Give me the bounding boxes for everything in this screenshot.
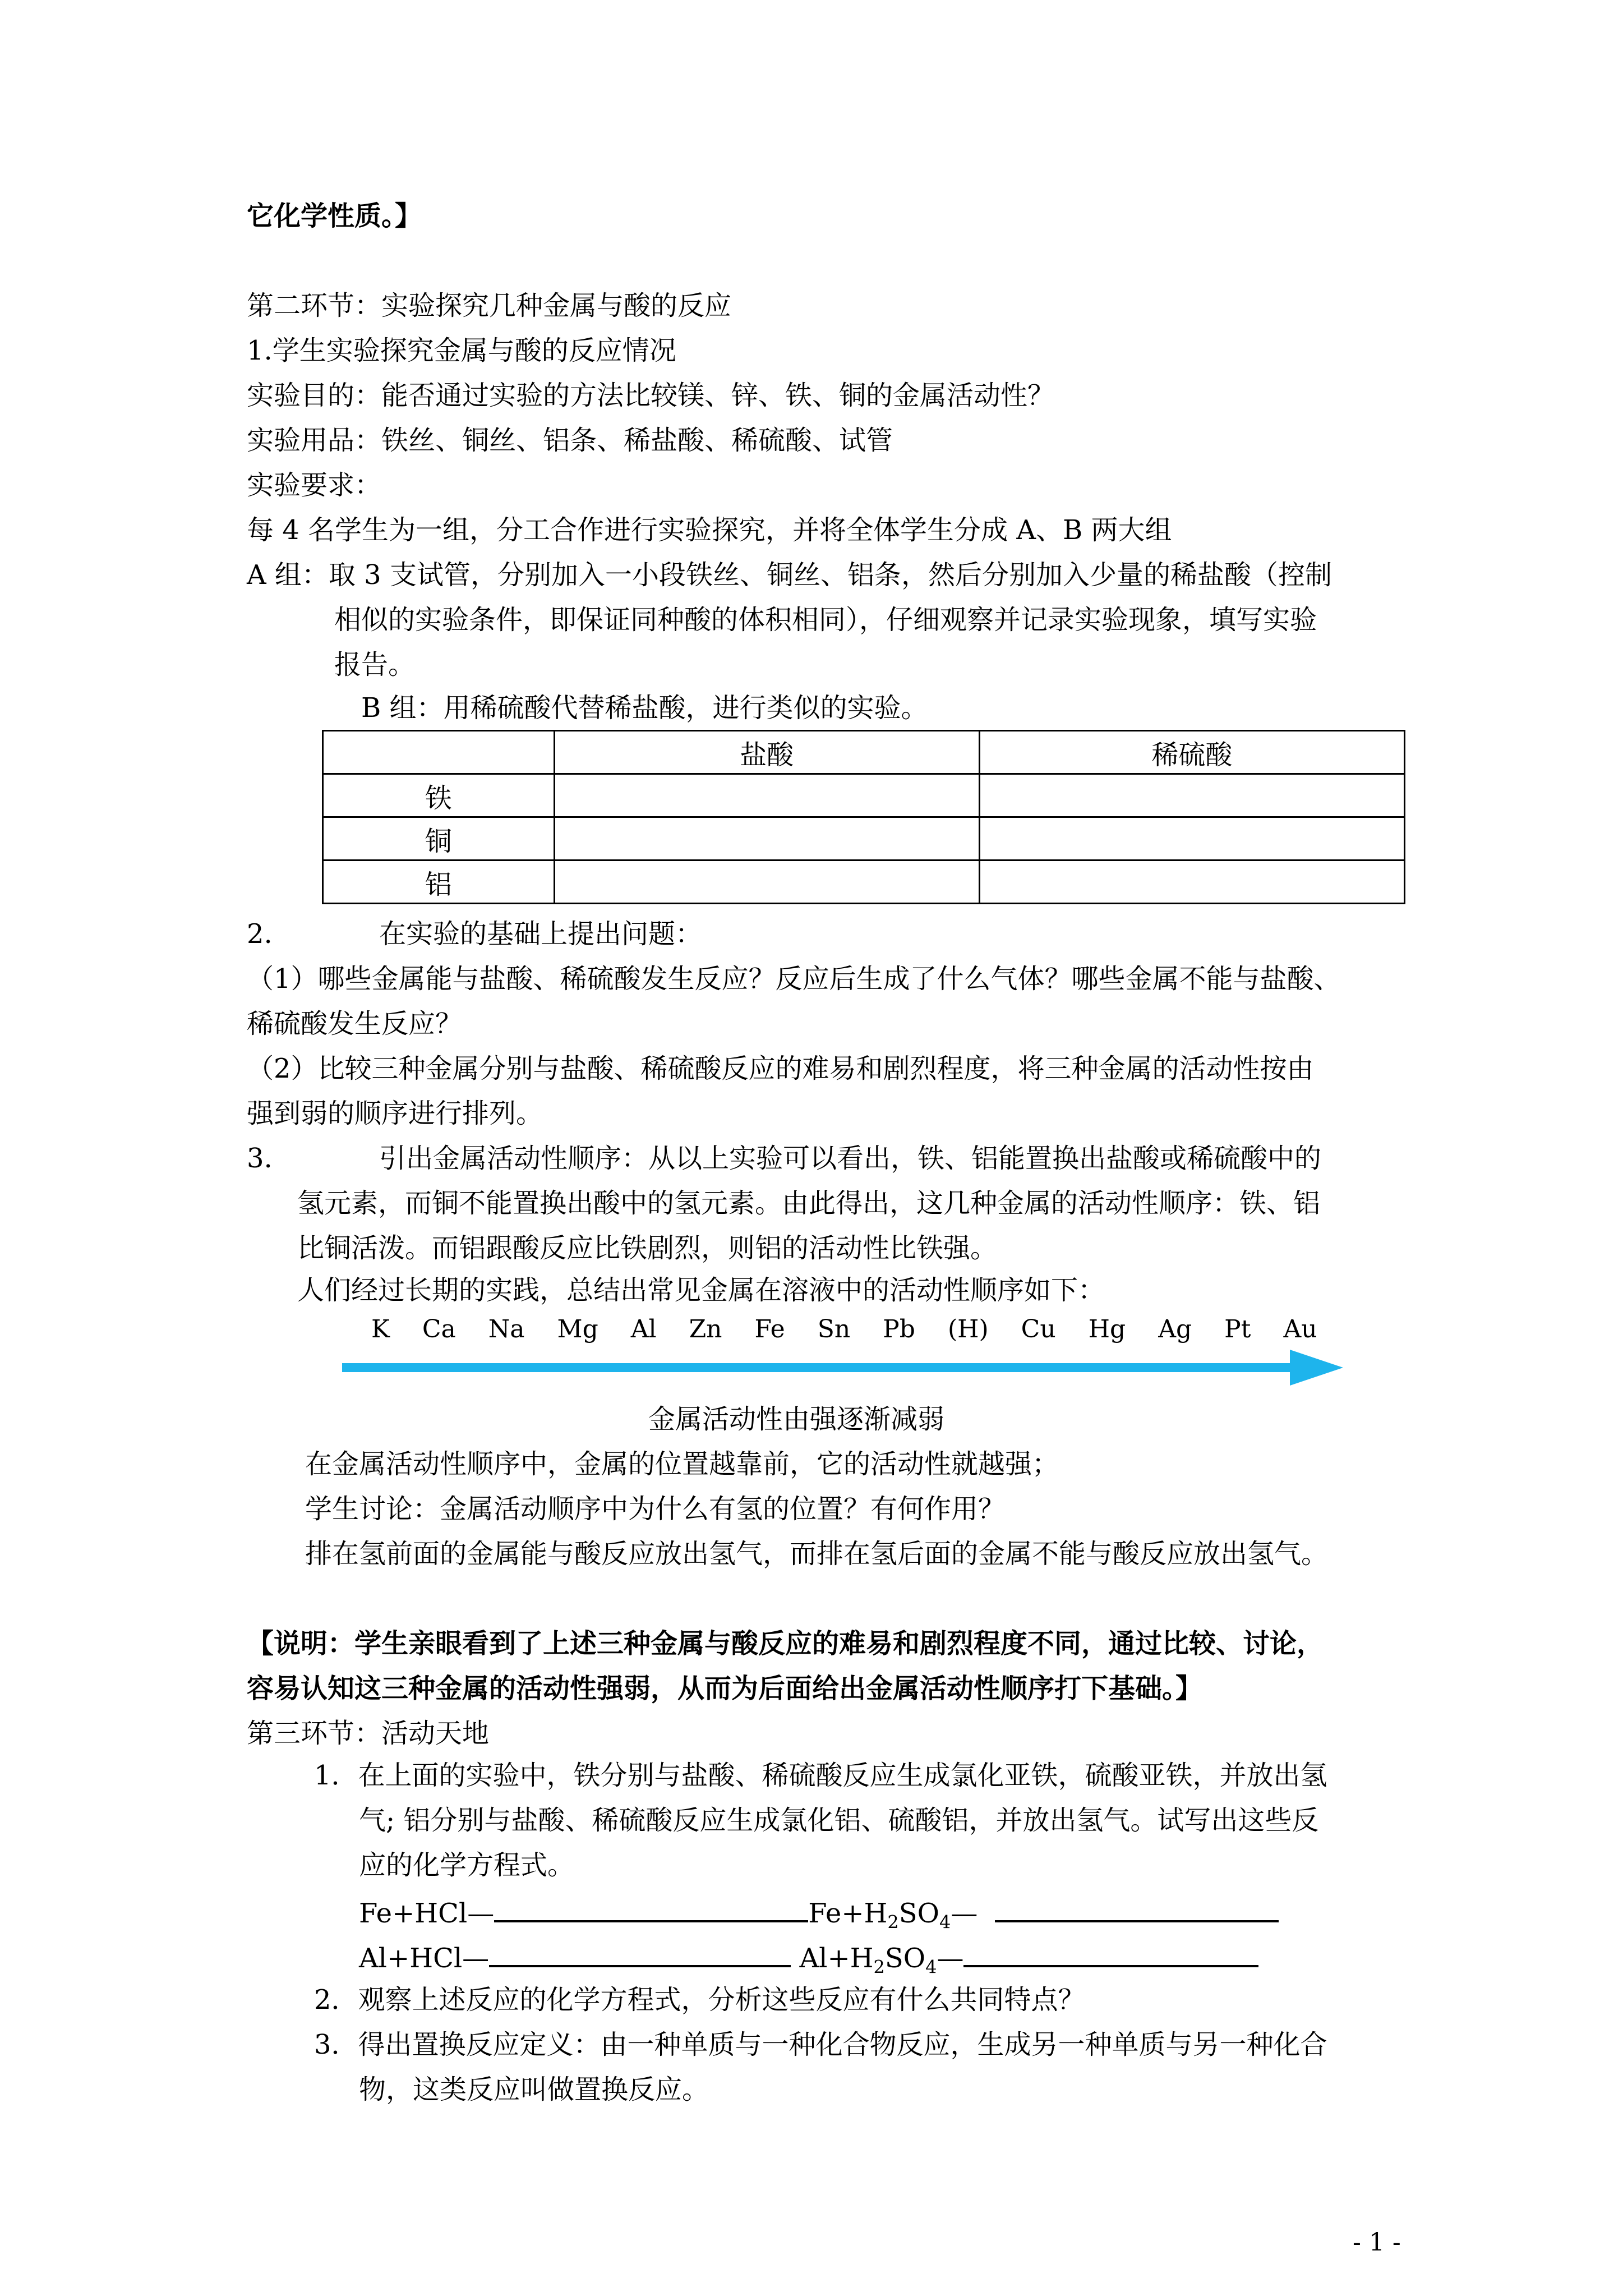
question-1-line1: （1）哪些金属能与盐酸、稀硫酸发生反应？反应后生成了什么气体？哪些金属不能与盐酸、 bbox=[247, 963, 1341, 995]
metal-symbol: Ag bbox=[1158, 1315, 1192, 1343]
equation-al-hcl: Al+HCl— bbox=[359, 1943, 490, 1974]
step-2-number: 2. bbox=[247, 918, 273, 950]
step-3-number: 3. bbox=[247, 1143, 273, 1174]
group-a-line3: 报告。 bbox=[334, 649, 416, 680]
answer-blank-fe-h2so4[interactable] bbox=[995, 1893, 1279, 1922]
activity-1-line2: 气; 铝分别与盐酸、稀硫酸反应生成氯化铝、硫酸铝，并放出氢气。试写出这些反 bbox=[359, 1805, 1319, 1836]
equation-row-1 bbox=[359, 1893, 1279, 1939]
table-cell bbox=[554, 774, 979, 817]
metal-symbol: Na bbox=[488, 1315, 525, 1343]
group-a-line2: 相似的实验条件，即保证同种酸的体积相同），仔细观察并记录实验现象，填写实验 bbox=[334, 604, 1317, 636]
metal-symbol: Zn bbox=[689, 1315, 722, 1343]
metal-symbol: Al bbox=[630, 1315, 657, 1343]
table-cell bbox=[554, 817, 979, 861]
experiment-report-table bbox=[322, 730, 1405, 904]
intro-tail: 它化学性质。】 bbox=[247, 200, 422, 232]
discussion-answer: 排在氢前面的金属能与酸反应放出氢气，而排在氢后面的金属不能与酸反应放出氢气。 bbox=[305, 1538, 1329, 1570]
metal-symbol: Fe bbox=[754, 1315, 785, 1343]
step-3-line3: 比铜活泼。而铝跟酸反应比铁剧烈，则铝的活动性比铁强。 bbox=[297, 1232, 998, 1264]
metal-symbol: Hg bbox=[1088, 1315, 1126, 1343]
table-cell bbox=[554, 861, 979, 904]
question-1-line2: 稀硫酸发生反应？ bbox=[247, 1008, 463, 1039]
activity-3-line1: 3．得出置换反应定义：由一种单质与一种化合物反应，生成另一种单质与另一种化合 bbox=[314, 2029, 1327, 2060]
page-number: - 1 - bbox=[1353, 2228, 1401, 2257]
equation-fe-h2so4: $Fe+H_2SO_4—$ bbox=[808, 1898, 978, 1933]
table-row bbox=[323, 861, 1405, 904]
metal-symbol: Pt bbox=[1224, 1315, 1251, 1343]
question-2-line1: （2）比较三种金属分别与盐酸、稀硫酸反应的难易和剧烈程度，将三种金属的活动性按由 bbox=[247, 1053, 1314, 1084]
grouping: 每 4 名学生为一组，分工合作进行实验探究，并将全体学生分成 A、B 两大组 bbox=[247, 514, 1172, 546]
table-header-row bbox=[323, 731, 1405, 774]
table-header-hcl: 盐酸 bbox=[554, 731, 979, 774]
activity-series-intro: 人们经过长期的实践，总结出常见金属在溶液中的活动性顺序如下： bbox=[297, 1274, 1105, 1306]
metal-symbol: Mg bbox=[557, 1315, 598, 1343]
table-cell bbox=[979, 774, 1404, 817]
discussion-question: 学生讨论：金属活动顺序中为什么有氢的位置？有何作用？ bbox=[305, 1493, 1006, 1525]
arrow-caption: 金属活动性由强逐渐减弱 bbox=[648, 1404, 945, 1435]
section-2-heading: 第二环节：实验探究几种金属与酸的反应 bbox=[247, 290, 732, 321]
table-cell bbox=[979, 861, 1404, 904]
experiment-requirements: 实验要求： bbox=[247, 470, 382, 501]
activity-rule: 在金属活动性顺序中，金属的位置越靠前，它的活动性就越强； bbox=[305, 1448, 1059, 1480]
metal-symbol: Ca bbox=[422, 1315, 456, 1343]
answer-blank-al-hcl[interactable] bbox=[489, 1938, 791, 1967]
step-1: 1.学生实验探究金属与酸的反应情况 bbox=[247, 335, 676, 366]
experiment-materials: 实验用品：铁丝、铜丝、铝条、稀盐酸、稀硫酸、试管 bbox=[247, 425, 893, 456]
step-3-line2: 氢元素，而铜不能置换出酸中的氢元素。由此得出，这几种金属的活动性顺序：铁、铝 bbox=[297, 1188, 1321, 1219]
metal-symbol: Au bbox=[1283, 1315, 1317, 1343]
table-cell bbox=[979, 817, 1404, 861]
metal-symbol: Sn bbox=[817, 1315, 851, 1343]
experiment-purpose: 实验目的：能否通过实验的方法比较镁、锌、铁、铜的金属活动性？ bbox=[247, 380, 1055, 411]
table-row-label-aluminum: 铝 bbox=[323, 861, 555, 904]
metal-symbol: (H) bbox=[947, 1315, 989, 1343]
equation-al-h2so4: $Al+H_2SO_4—$ bbox=[799, 1943, 964, 1978]
group-b: B 组：用稀硫酸代替稀盐酸，进行类似的实验。 bbox=[361, 692, 928, 724]
activity-arrow-icon bbox=[342, 1345, 1346, 1390]
equation-row-2 bbox=[359, 1938, 1258, 1984]
table-row-label-iron: 铁 bbox=[323, 774, 555, 817]
table-header-blank bbox=[323, 731, 555, 774]
step-3-line1: 引出金属活动性顺序：从以上实验可以看出，铁、铝能置换出盐酸或稀硫酸中的 bbox=[379, 1143, 1322, 1174]
note-line2: 容易认知这三种金属的活动性强弱，从而为后面给出金属活动性顺序打下基础。】 bbox=[247, 1673, 1203, 1704]
answer-blank-al-h2so4[interactable] bbox=[963, 1938, 1258, 1967]
activity-3-line2: 物，这类反应叫做置换反应。 bbox=[359, 2074, 709, 2105]
activity-2: 2．观察上述反应的化学方程式，分析这些反应有什么共同特点？ bbox=[314, 1984, 1085, 2016]
metal-symbol: Cu bbox=[1021, 1315, 1056, 1343]
question-2-line2: 强到弱的顺序进行排列。 bbox=[247, 1098, 543, 1129]
activity-1-line3: 应的化学方程式。 bbox=[359, 1849, 575, 1881]
section-3-heading: 第三环节：活动天地 bbox=[247, 1718, 490, 1749]
answer-blank-fe-hcl[interactable] bbox=[494, 1893, 808, 1922]
equation-fe-hcl: Fe+HCl— bbox=[359, 1898, 495, 1929]
note-line1: 【说明：学生亲眼看到了上述三种金属与酸反应的难易和剧烈程度不同，通过比较、讨论， bbox=[247, 1628, 1324, 1659]
table-row-label-copper: 铜 bbox=[323, 817, 555, 861]
table-row bbox=[323, 817, 1405, 861]
group-a-line1: A 组：取 3 支试管，分别加入一小段铁丝、铜丝、铝条，然后分别加入少量的稀盐酸（控制 bbox=[247, 559, 1332, 591]
metal-symbol: Pb bbox=[883, 1315, 915, 1343]
metal-activity-series bbox=[371, 1313, 1350, 1346]
table-row bbox=[323, 774, 1405, 817]
activity-1-line1: 1．在上面的实验中，铁分别与盐酸、稀硫酸反应生成氯化亚铁，硫酸亚铁，并放出氢 bbox=[314, 1760, 1327, 1791]
table-header-h2so4: 稀硫酸 bbox=[979, 731, 1404, 774]
step-2-text: 在实验的基础上提出问题： bbox=[379, 918, 703, 950]
metal-symbol: K bbox=[371, 1315, 390, 1343]
